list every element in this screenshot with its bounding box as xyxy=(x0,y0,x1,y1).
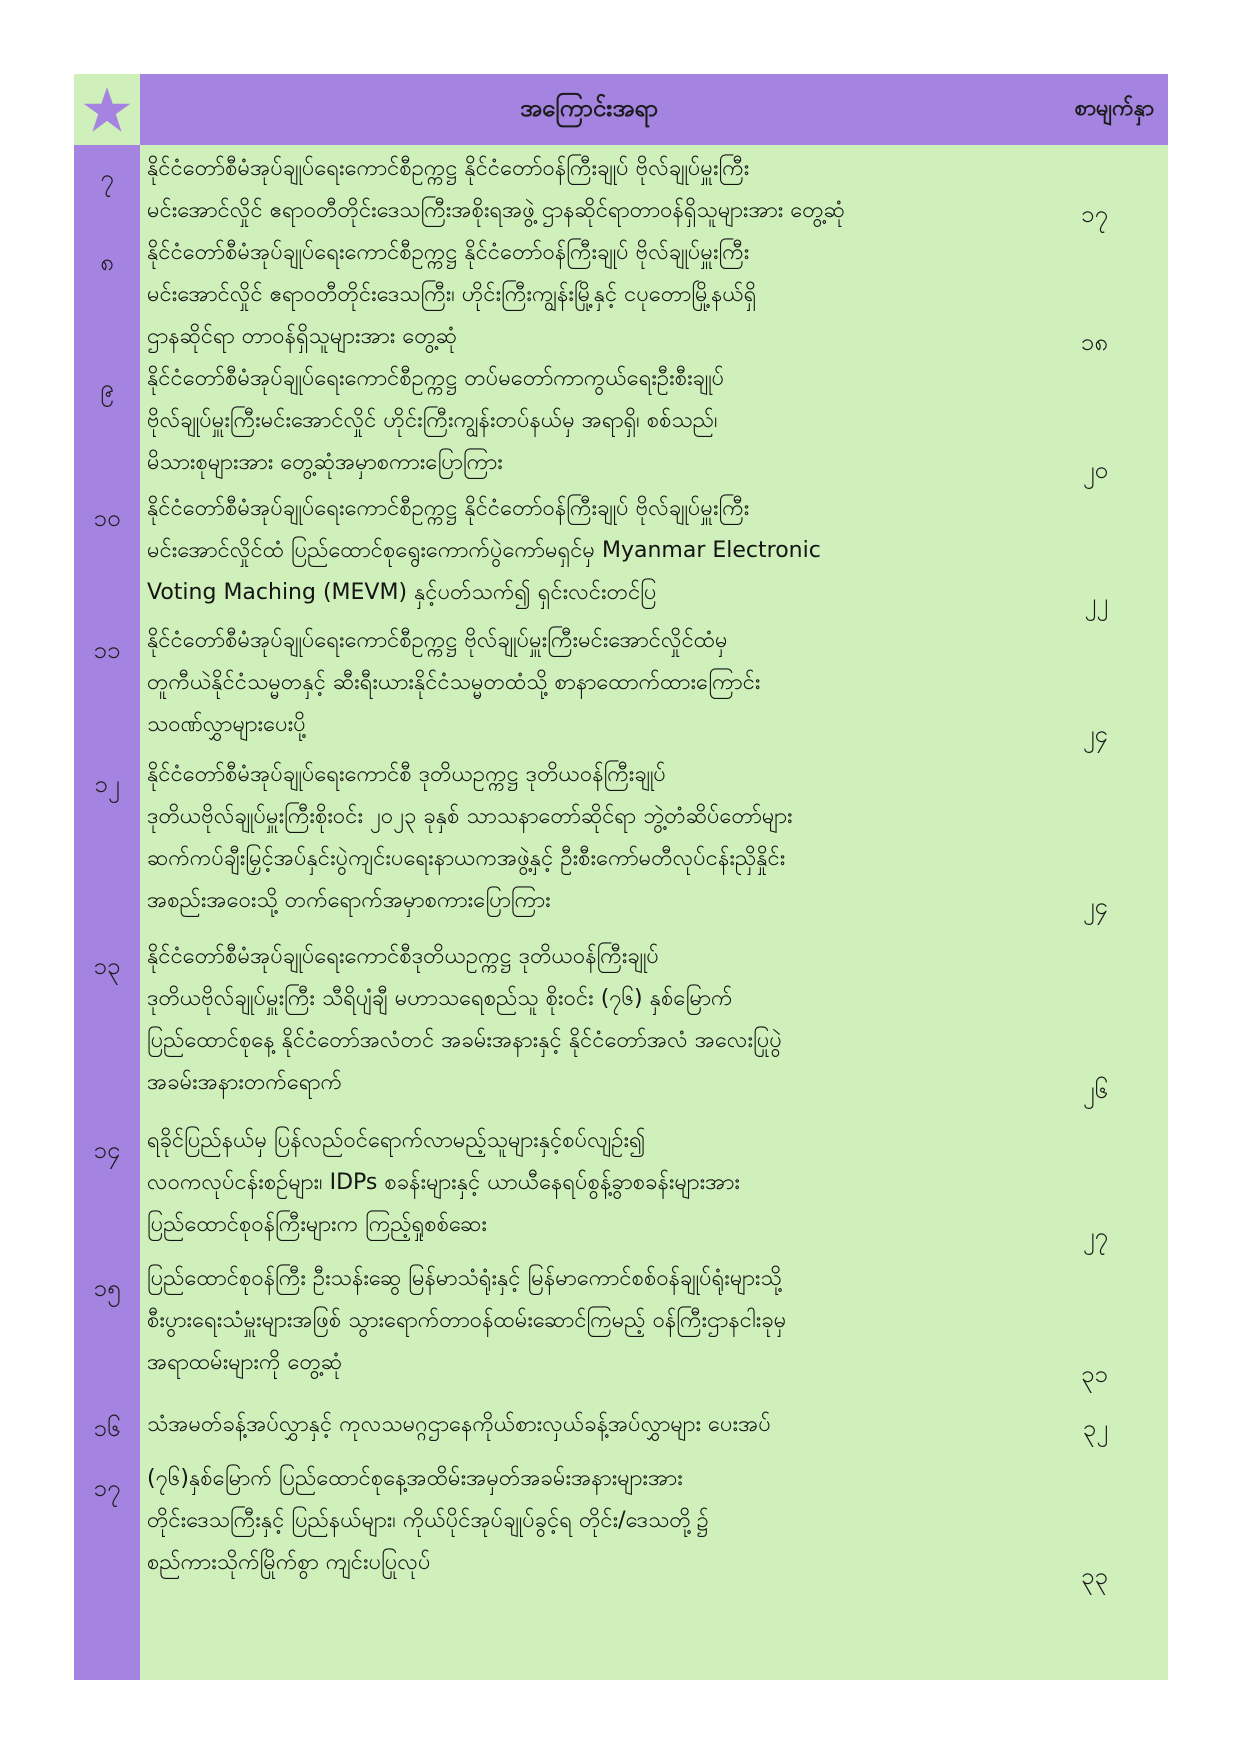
entry-number: ၁၂ xyxy=(94,770,120,798)
star-icon xyxy=(81,84,133,136)
entry-title-line: မင်းအောင်လှိုင်ထံ ပြည်ထောင်စုရွေးကောက်ပွဲကော်မရှင်မှ Myanmar Electronic xyxy=(147,538,821,563)
entry-title-line: နိုင်ငံတော်စီမံအုပ်ချုပ်ရေးကောင်စီ ဒုတိယဥက္ကဋ္ဌ ဒုတိယဝန်ကြီးချုပ် xyxy=(147,762,666,787)
entry-title-line: စည်ကားသိုက်မြိုက်စွာ ကျင်းပပြုလုပ် xyxy=(147,1550,431,1575)
entry-title-line: ဒုတိယဗိုလ်ချုပ်မှူးကြီး သီရိပျံချီ မဟာသရေစည်သူ စိုးဝင်း (၇၆) နှစ်မြောက် xyxy=(147,986,733,1011)
entry-number: ၁၅ xyxy=(93,1274,121,1302)
entry-page-number: ၂၀ xyxy=(1082,456,1108,484)
toc-table xyxy=(74,74,1168,1680)
entry-number: ၈ xyxy=(100,248,114,276)
entry-title-line: တူကီယဲနိုင်ငံသမ္မတနှင့် ဆီးရီးယားနိုင်ငံသမ္မတထံသို့ စာနာထောက်ထားကြောင်း xyxy=(147,670,761,695)
entry-number: ၁၇ xyxy=(93,1474,121,1502)
entry-page-number: ၃၃ xyxy=(1081,1562,1108,1590)
entry-title-line: အစည်းအဝေးသို့ တက်ရောက်အမှာစကားပြောကြား xyxy=(147,888,551,913)
entry-title-line: နိုင်ငံတော်စီမံအုပ်ချုပ်ရေးကောင်စီဥက္ကဋ္ဌ ဗိုလ်ချုပ်မှူးကြီးမင်းအောင်လှိုင်ထံမှ xyxy=(147,628,728,653)
entry-title-line: သံအမတ်ခန့်အပ်လွှာနှင့် ကုလသမဂ္ဂဌာနေကိုယ်စားလှယ်ခန့်အပ်လွှာများ ပေးအပ် xyxy=(147,1412,771,1437)
entry-title-line: နိုင်ငံတော်စီမံအုပ်ချုပ်ရေးကောင်စီဥက္ကဋ္ဌ နိုင်ငံတော်ဝန်ကြီးချုပ် ဗိုလ်ချုပ်မှူးကြီး xyxy=(147,496,750,521)
toc-entry xyxy=(74,232,1168,356)
entry-page-number: ၁၇ xyxy=(1081,200,1108,228)
toc-entry xyxy=(74,148,1168,230)
toc-entry xyxy=(74,488,1168,618)
entry-title-line: ရခိုင်ပြည်နယ်မှ ပြန်လည်ဝင်ရောက်လာမည့်သူများနှင့်စပ်လျဉ်း၍ xyxy=(147,1128,646,1153)
toc-entry xyxy=(74,1404,1168,1454)
header-bar xyxy=(140,74,1168,145)
entry-title-line: လဝကလုပ်ငန်းစဉ်များ၊ IDPs စခန်းများနှင့် ယာယီနေရပ်စွန့်ခွာစခန်းများအား xyxy=(147,1170,740,1195)
entry-title-line: မင်းအောင်လှိုင် ဧရာဝတီတိုင်းဒေသကြီးအစိုးရအဖွဲ့ ဌာနဆိုင်ရာတာဝန်ရှိသူများအား တွေ့ဆုံ xyxy=(147,198,845,223)
entry-title-line: (၇၆)နှစ်မြောက် ပြည်ထောင်စုနေ့အထိမ်းအမှတ်အခမ်းအနားများအား xyxy=(147,1466,683,1491)
entry-title-line: နိုင်ငံတော်စီမံအုပ်ချုပ်ရေးကောင်စီဥက္ကဋ္ဌ နိုင်ငံတော်ဝန်ကြီးချုပ် ဗိုလ်ချုပ်မှူးကြီး xyxy=(147,240,750,265)
entry-page-number: ၂၄ xyxy=(1082,892,1108,920)
entry-title-line: စီးပွားရေးသံမှူးများအဖြစ် သွားရောက်တာဝန်ထမ်းဆောင်ကြမည့် ဝန်ကြီးဌာနငါးခုမှ xyxy=(147,1308,787,1333)
entry-page-number: ၂၆ xyxy=(1082,1076,1108,1104)
toc-entry xyxy=(74,1458,1168,1598)
entry-title-line: အရာထမ်းများကို တွေ့ဆုံ xyxy=(147,1350,343,1375)
entry-title xyxy=(147,232,1027,358)
entry-number: ၁၀ xyxy=(93,504,121,532)
star-cell xyxy=(74,74,140,145)
entry-title-line: ဒုတိယဗိုလ်ချုပ်မှူးကြီးစိုးဝင်း ၂၀၂၃ ခုနှစ် သာသနာတော်ဆိုင်ရာ ဘွဲ့တံဆိပ်တော်များ xyxy=(147,804,793,829)
toc-entry xyxy=(74,936,1168,1106)
header-title: အကြောင်းအရာ xyxy=(520,93,658,122)
entry-title-line: Voting Maching (MEVM) နှင့်ပတ်သက်၍ ရှင်းလင်းတင်ပြ xyxy=(147,580,657,605)
entry-title-line: မင်းအောင်လှိုင် ဧရာဝတီတိုင်းဒေသကြီး၊ ဟိုင်းကြီးကျွန်းမြို့နှင့် ငပုတောမြို့နယ်ရှိ xyxy=(147,282,757,307)
entry-title-line: အခမ်းအနားတက်ရောက် xyxy=(147,1070,343,1095)
entry-title xyxy=(147,1458,1027,1584)
entry-title-line: ပြည်ထောင်စုဝန်ကြီးများက ကြည့်ရှုစစ်ဆေး xyxy=(147,1212,487,1237)
entry-page-number: ၁၈ xyxy=(1080,328,1108,356)
toc-header xyxy=(74,74,1168,145)
entry-title-line: ပြည်ထောင်စုနေ့ နိုင်ငံတော်အလံတင် အခမ်းအနားနှင့် နိုင်ငံတော်အလံ အလေးပြုပွဲ xyxy=(147,1028,782,1053)
toc-entry xyxy=(74,620,1168,752)
entry-page-number: ၃၂ xyxy=(1082,1414,1108,1442)
entry-title xyxy=(147,488,1027,614)
toc-entry xyxy=(74,358,1168,486)
entry-page-number: ၂၄ xyxy=(1082,720,1108,748)
entry-title-line: ဌာနဆိုင်ရာ တာဝန်ရှိသူများအား တွေ့ဆုံ xyxy=(147,324,458,349)
entry-title xyxy=(147,754,1027,922)
entry-title-line: နိုင်ငံတော်စီမံအုပ်ချုပ်ရေးကောင်စီဥက္ကဋ္ဌ တပ်မတော်ကာကွယ်ရေးဦးစီးချုပ် xyxy=(147,366,725,391)
entry-title xyxy=(147,358,1027,484)
entry-title-line: ပြည်ထောင်စုဝန်ကြီး ဦးသန်းဆွေ မြန်မာသံရုံးနှင့် မြန်မာကောင်စစ်ဝန်ချုပ်ရုံးများသို့ xyxy=(147,1266,782,1291)
entry-number: ၁၃ xyxy=(93,952,121,980)
entry-title-line: မိသားစုများအား တွေ့ဆုံအမှာစကားပြောကြား xyxy=(147,450,503,475)
entry-title xyxy=(147,1258,1027,1384)
toc-entry xyxy=(74,1120,1168,1248)
entry-title-line: ဆက်ကပ်ချီးမြှင့်အပ်နှင်းပွဲကျင်းပရေးနာယကအဖွဲ့နှင့် ဦးစီးကော်မတီလုပ်ငန်းညှိနှိုင်း xyxy=(147,846,786,871)
entry-title xyxy=(147,620,1027,746)
entry-page-number: ၃၁ xyxy=(1081,1360,1108,1388)
entry-title xyxy=(147,1404,1027,1446)
entry-title-line: တိုင်းဒေသကြီးနှင့် ပြည်နယ်များ၊ ကိုယ်ပိုင်အုပ်ချုပ်ခွင့်ရ တိုင်း/ဒေသတို့၌ xyxy=(147,1508,709,1533)
header-page-label: စာမျက်နှာ xyxy=(1074,96,1154,121)
entry-number: ၁၁ xyxy=(93,636,121,664)
entry-title-line: ဗိုလ်ချုပ်မှူးကြီးမင်းအောင်လှိုင် ဟိုင်းကြီးကျွန်းတပ်နယ်မှ အရာရှိ၊ စစ်သည်၊ xyxy=(147,408,718,433)
toc-entry xyxy=(74,1258,1168,1394)
entry-number: ၁၆ xyxy=(93,1414,121,1442)
entry-title xyxy=(147,1120,1027,1246)
entry-title xyxy=(147,936,1027,1104)
entry-title-line: နိုင်ငံတော်စီမံအုပ်ချုပ်ရေးကောင်စီဥက္ကဋ္ဌ နိုင်ငံတော်ဝန်ကြီးချုပ် ဗိုလ်ချုပ်မှူးကြီး xyxy=(147,156,750,181)
entry-title xyxy=(147,148,1027,232)
entry-page-number: ၂၇ xyxy=(1082,1222,1108,1250)
entry-number: ၁၄ xyxy=(93,1136,121,1164)
entry-number: ၇ xyxy=(100,164,114,192)
entry-title-line: သဝဏ်လွှာများပေးပို့ xyxy=(147,712,306,737)
entry-number: ၉ xyxy=(100,374,114,402)
toc-entry xyxy=(74,754,1168,922)
entry-title-line: နိုင်ငံတော်စီမံအုပ်ချုပ်ရေးကောင်စီဒုတိယဥက္ကဋ္ဌ ဒုတိယဝန်ကြီးချုပ် xyxy=(147,944,659,969)
entry-page-number: ၂၂ xyxy=(1084,588,1108,616)
